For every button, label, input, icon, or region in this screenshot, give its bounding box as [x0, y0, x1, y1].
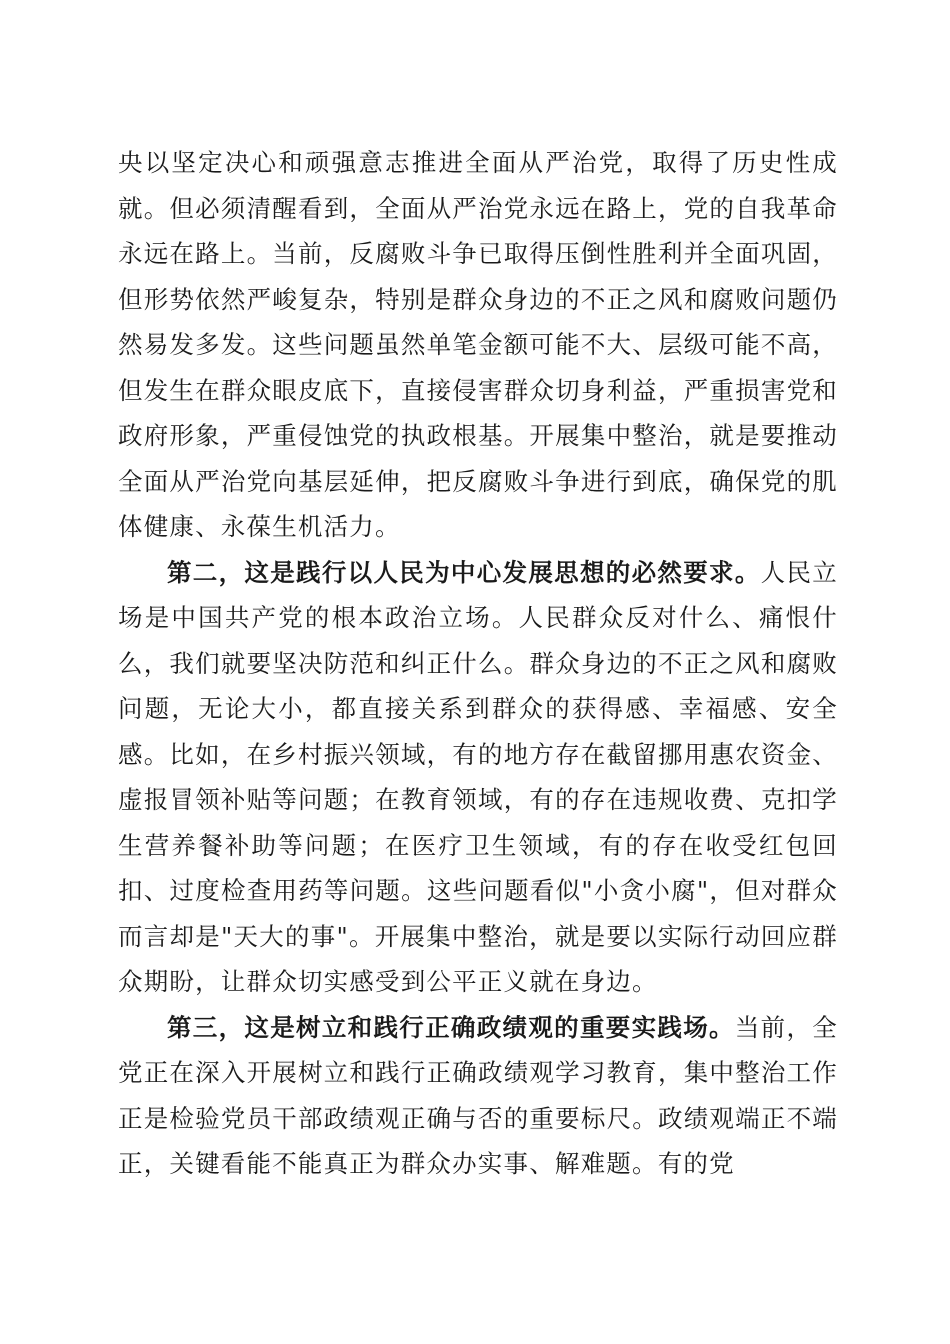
- paragraph-text: 人民立场是中国共产党的根本政治立场。人民群众反对什么、痛恨什么，我们就要坚决防范和纠正什么。群众身边的不正之风和腐败问题，无论大小，都直接关系到群众的获得感、幸福感、安全感。比如，在乡村振兴领域，有的地方存在截留挪用惠农资金、虚报冒领补贴等问题；在教育领域，有的存在违规收费、克扣学生营养餐补助等问题；在医疗卫生领域，有的存在收受红包回扣、过度检查用药等问题。这些问题看似"小贪小腐"，但对群众而言却是"天大的事"。开展集中整治，就是要以实际行动回应群众期盼，让群众切实感受到公平正义就在身边。: [118, 557, 838, 996]
- paragraph-lead: 第二，这是践行以人民为中心发展思想的必然要求。: [167, 557, 761, 587]
- document-page: [118, 140, 838, 1187]
- paragraph-lead: 第三，这是树立和践行正确政绩观的重要实践场。: [167, 1012, 735, 1042]
- paragraph-text: 当前，全党正在深入开展树立和践行正确政绩观学习教育，集中整治工作正是检验党员干部政绩观正确与否的重要标尺。政绩观端正不端正，关键看能不能真正为群众办实事、解难题。有的党: [118, 1012, 838, 1178]
- paragraph-second-point: [118, 550, 838, 1005]
- paragraph-continuation: [118, 140, 838, 550]
- paragraph-text: 央以坚定决心和顽强意志推进全面从严治党，取得了历史性成就。但必须清醒看到，全面从严治党永远在路上，党的自我革命永远在路上。当前，反腐败斗争已取得压倒性胜利并全面巩固，但形势依然严峻复杂，特别是群众身边的不正之风和腐败问题仍然易发多发。这些问题虽然单笔金额可能不大、层级可能不高，但发生在群众眼皮底下，直接侵害群众切身利益，严重损害党和政府形象，严重侵蚀党的执政根基。开展集中整治，就是要推动全面从严治党向基层延伸，把反腐败斗争进行到底，确保党的肌体健康、永葆生机活力。: [118, 148, 838, 541]
- paragraph-third-point: [118, 1005, 838, 1187]
